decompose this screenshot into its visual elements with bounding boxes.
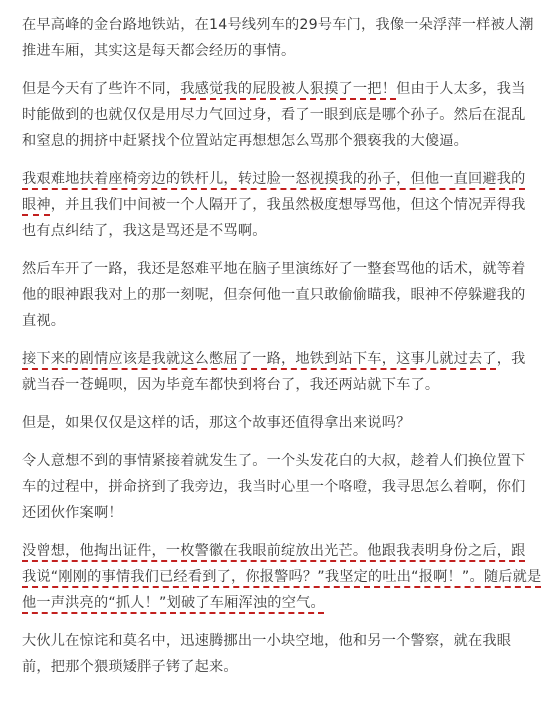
text-segment: 推进车厢，其实这是每天都会经历的事情。 [22,43,296,59]
text-line [22,308,532,334]
paragraph-3 [22,166,532,244]
text-line [22,282,532,308]
paragraph-4 [22,256,532,334]
paragraph-7 [22,448,532,526]
text-segment: ，并且我们中间被一个人隔开了，我虽然极度想辱骂他，但这个情况弄得我 [50,197,526,213]
highlighted-text: 我说“刚刚的事情我们已经看到了，你报警吗？”我坚定的吐出“报啊！”。随后就是 [22,569,542,585]
highlighted-text: 他一声洪亮的“抓人！”划破了车厢浑浊的空气。 [22,595,325,611]
text-line [22,12,532,38]
text-segment: 但由于人太多，我当 [396,81,526,97]
text-line [22,346,532,372]
text-line [22,166,532,192]
text-line [22,590,532,616]
text-segment: ，我 [496,351,526,367]
text-segment: 他的眼神跟我对上的那一刻呢，但奈何他一直只敢偷偷瞄我，眼神不停躲避我的 [22,287,526,303]
highlighted-text: 没曾想，他掏出证件，一枚警徽在我眼前绽放出光芒。他跟我表明身份之后，跟 [22,543,526,559]
text-segment: 还团伙作案啊！ [22,505,123,521]
text-line [22,448,532,474]
text-line [22,538,532,564]
text-segment: 也有点纠结了，我这是骂还是不骂啊。 [22,223,267,239]
highlighted-text: 我艰难地扶着座椅旁边的铁杆儿，转过脸一怒视摸我的孙子，但他一直回避我的 [22,171,526,187]
highlighted-text: 接下来的剧情应该是我就这么憋屈了一路，地铁到站下车，这事儿就过去了 [22,351,497,367]
paragraph-6 [22,410,532,436]
text-line [22,38,532,64]
text-line [22,256,532,282]
text-line [22,76,532,102]
text-segment: 和窒息的拥挤中赶紧找个位置站定再想想怎么骂那个猥亵我的大傻逼。 [22,133,469,149]
text-segment: 令人意想不到的事情紧接着就发生了。一个头发花白的大叔，趁着人们换位置下 [22,453,526,469]
highlighted-text: 眼神 [22,197,51,213]
text-segment: 大伙儿在惊诧和莫名中，迅速腾挪出一小块空地，他和另一个警察，就在我眼 [22,633,512,649]
text-line [22,218,532,244]
text-line [22,192,532,218]
text-line [22,654,532,680]
text-line [22,628,532,654]
paragraph-8 [22,538,542,616]
text-segment: 直视。 [22,313,66,329]
highlighted-text: 我感觉我的屁股被人狠摸了一把！ [180,81,397,97]
paragraph-5 [22,346,532,398]
text-segment: 就当吞一苍蝇呗，因为毕竟车都快到将台了，我还两站就下车了。 [22,377,440,393]
text-line [22,102,532,128]
text-line [22,372,532,398]
text-line [22,500,532,526]
text-segment: 时能做到的也就仅仅是用尽力气回过身，看了一眼到底是哪个孙子。然后在混乱 [22,107,526,123]
text-segment: 但是，如果仅仅是这样的话，那这个故事还值得拿出来说吗？ [22,415,411,431]
text-line [22,410,532,436]
paragraph-9 [22,628,532,680]
text-segment: 车的过程中，拼命挤到了我旁边，我当时心里一个咯噔，我寻思怎么着啊，你们 [22,479,526,495]
paragraph-2 [22,76,532,154]
text-segment: 前，把那个猥琐矮胖子铐了起来。 [22,659,238,675]
text-line [22,564,542,590]
text-segment: 然后车开了一路，我还是怒难平地在脑子里演练好了一整套骂他的话术，就等着 [22,261,526,277]
text-line [22,128,532,154]
text-segment: 在早高峰的金台路地铁站，在14号线列车的29号车门，我像一朵浮萍一样被人潮 [22,17,534,33]
text-segment: 但是今天有了些许不同， [22,81,181,97]
text-line [22,474,532,500]
paragraph-1 [22,12,532,64]
